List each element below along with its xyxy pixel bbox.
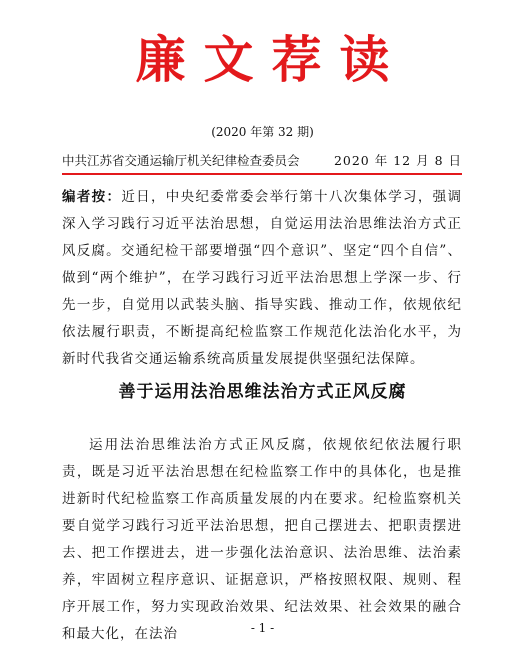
article-headline: 善于运用法治思维法治方式正风反腐	[118, 382, 407, 402]
editor-note-text: 近日，中央纪委常委会举行第十八次集体学习，强调深入学习践行习近平法治思想，自觉运用法治思维法治方式正风反腐。交通纪检干部要增强“四个意识”、坚定“四个自信”、做到“两个维护”，在学习践行习近平法治思想上学深一步、行先一步，自觉用以武装头脑、指导实践、推动工作，依规依纪依法履行职责，不断提高纪检监察工作规范化法治化水平，为新时代我省交通运输系统高质量发展提供坚强纪法保障。	[62, 189, 463, 367]
publish-date: 2020 年 12 月 8 日	[333, 153, 462, 168]
publisher-row	[62, 152, 462, 170]
red-divider	[62, 173, 462, 175]
page-number: - 1 -	[250, 621, 275, 635]
editor-note	[62, 184, 462, 373]
masthead-title: 廉文荐读	[135, 30, 408, 89]
article-body: 运用法治思维法治方式正风反腐，依规依纪依法履行职责，既是习近平法治思想在纪检监察工作中的具体化，也是推进新时代纪检监察工作高质量发展的内在要求。纪检监察机关要自觉学习践行习近平法治思想，把自己摆进去、把职责摆进去、把工作摆进去，进一步强化法治意识、法治思维、法治素养，牢固树立程序意识、证据意识，严格按照权限、规则、程序开展工作，努力实现政治效果、纪法效果、社会效果的融合和最大化，在法治	[62, 437, 462, 642]
editor-note-label: 编者按：	[62, 189, 122, 205]
issue-number: (2020 年第 32 期)	[211, 125, 314, 139]
publisher-name: 中共江苏省交通运输厅机关纪律检查委员会	[62, 153, 300, 168]
